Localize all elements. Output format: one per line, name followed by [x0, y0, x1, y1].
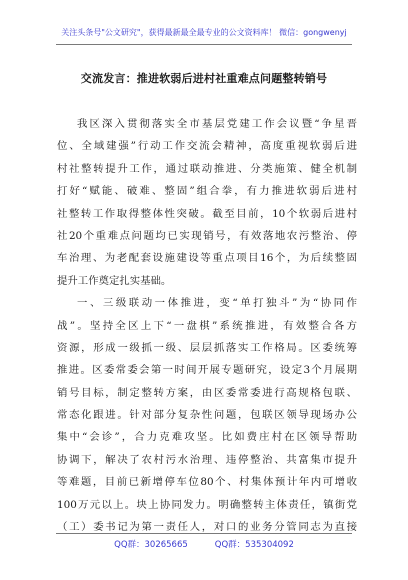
bottom-divider	[56, 533, 352, 534]
paragraph-line: 社整转工作取得整体性突破。截至目前，10个软弱后进村	[57, 207, 357, 220]
paragraph-line: 我区深入贯彻落实全市基层党建工作会议暨“争星晋	[77, 118, 357, 130]
paragraph-line: 推进。区委常委会第一时间开展专题研究，设定3个月展期	[57, 364, 357, 377]
paragraph-line: （工）委书记为第一责任人，对口的业务分管同志为直接	[57, 521, 357, 534]
top-banner: 关注头条号"公文研究"，获得最新最全最专业的公文资料库！ 微信：gongwenyj	[61, 28, 347, 37]
paragraph-line: 集中“会诊”，合力克难攻坚。比如费庄村在区领导帮助	[57, 431, 357, 444]
document-body	[57, 113, 357, 538]
paragraph-line: 协调下，解决了农村污水治理、违停整治、共富集市提升	[57, 453, 357, 466]
paragraph-line: 战”。坚持全区上下“一盘棋”系统推进，有效整合各方	[57, 319, 357, 332]
paragraph-line: 等难题，目前已新增停车位80个、村集体预计年内可增收	[57, 476, 357, 489]
paragraph-line: 100万元以上。块上协同发力。明确整转主体责任，镇街党	[57, 498, 357, 511]
footer-contact: QQ群：30265665 QQ群：535304092	[114, 540, 294, 550]
paragraph-line: 社20个重难点问题均已实现销号，有效落地农污整治、停	[57, 229, 357, 242]
paragraph-line: 村社整转提升工作，通过联动推进、分类施策、健全机制	[57, 162, 357, 175]
paragraph-line: 一、三级联动一体推进，变“单打独斗”为“协同作	[77, 297, 357, 310]
paragraph-line: 销号目标，制定整转方案，由区委常委进行高规格包联、	[57, 386, 357, 399]
paragraph-line: 提升工作奠定扎实基础。	[57, 274, 172, 287]
document-title: 交流发言：推进软弱后进村社重难点问题整转销号	[80, 72, 328, 85]
paragraph-line: 打好“赋能、破难、整固”组合拳，有力推进软弱后进村	[57, 185, 357, 198]
paragraph-line: 常态化跟进。针对部分复杂性问题，包联区领导现场办公	[57, 409, 357, 422]
top-divider	[56, 44, 352, 45]
paragraph-line: 车治理、为老配套设施建设等重点项目16个，为后续整固	[57, 252, 357, 265]
paragraph-line: 位、全域建强”行动工作交流会精神，高度重视软弱后进	[57, 140, 357, 153]
paragraph-line: 资源，形成一级抓一级、层层抓落实工作格局。区委统筹	[57, 341, 357, 354]
